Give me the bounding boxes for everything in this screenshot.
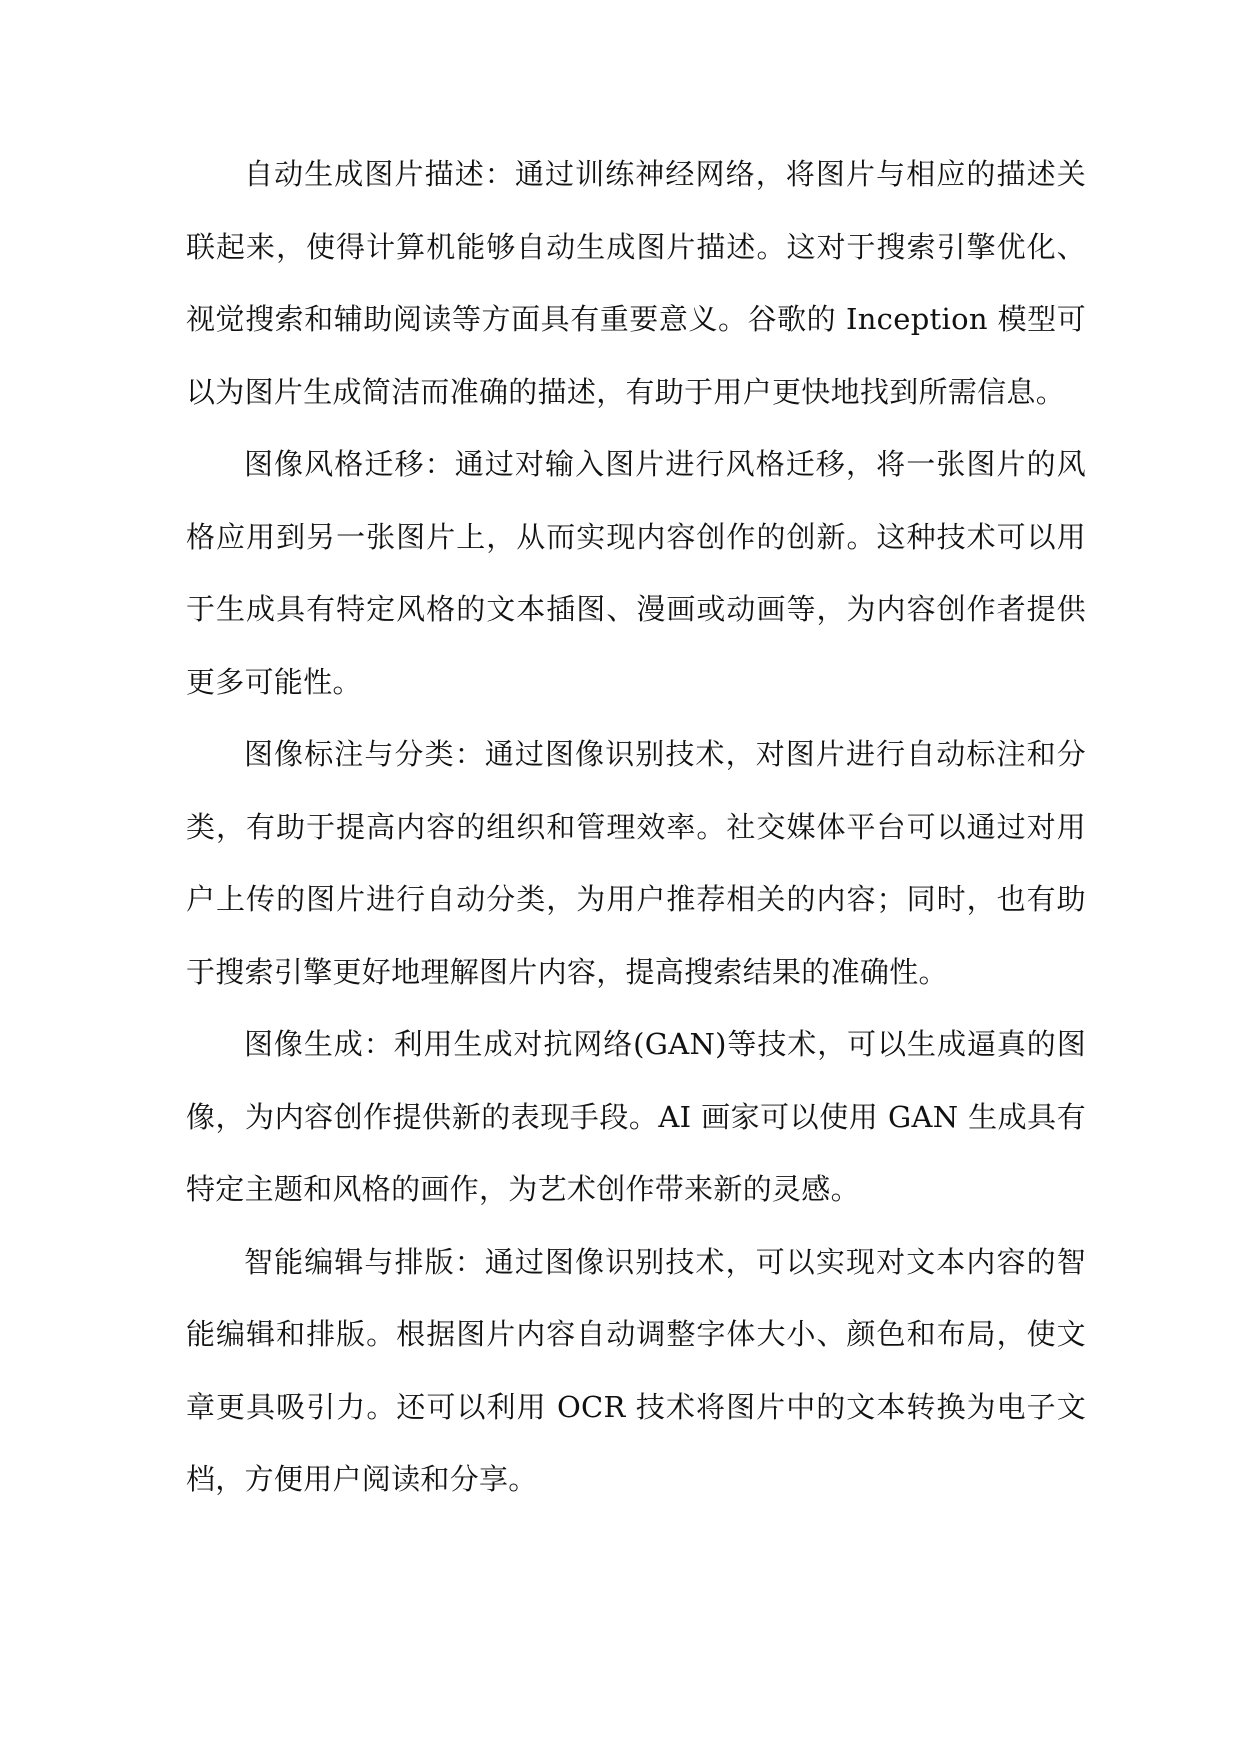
paragraph-style-transfer: 图像风格迁移：通过对输入图片进行风格迁移，将一张图片的风格应用到另一张图片上，从而实现内容创作的创新。这种技术可以用于生成具有特定风格的文本插图、漫画或动画等，为内容创作者提供更多可能性。 [186,447,1086,699]
paragraph-image-generation: 图像生成：利用生成对抗网络(GAN)等技术，可以生成逼真的图像，为内容创作提供新的表现手段。AI 画家可以使用 GAN 生成具有特定主题和风格的画作，为艺术创作带来新的灵感。 [186,1027,1086,1206]
paragraph-smart-editing: 智能编辑与排版：通过图像识别技术，可以实现对文本内容的智能编辑和排版。根据图片内容自动调整字体大小、颜色和布局，使文章更具吸引力。还可以利用 OCR 技术将图片中的文本转换为电子文档，方便用户阅读和分享。 [186,1244,1086,1496]
paragraph-annotation-classification: 图像标注与分类：通过图像识别技术，对图片进行自动标注和分类，有助于提高内容的组织和管理效率。社交媒体平台可以通过对用户上传的图片进行自动分类，为用户推荐相关的内容；同时，也有助于搜索引擎更好地理解图片内容，提高搜索结果的准确性。 [186,737,1086,989]
document-body [186,138,1086,1516]
paragraph-image-captioning: 自动生成图片描述：通过训练神经网络，将图片与相应的描述关联起来，使得计算机能够自动生成图片描述。这对于搜索引擎优化、视觉搜索和辅助阅读等方面具有重要意义。谷歌的 Inception 模型可以为图片生成简洁而准确的描述，有助于用户更快地找到所需信息。 [186,157,1086,409]
